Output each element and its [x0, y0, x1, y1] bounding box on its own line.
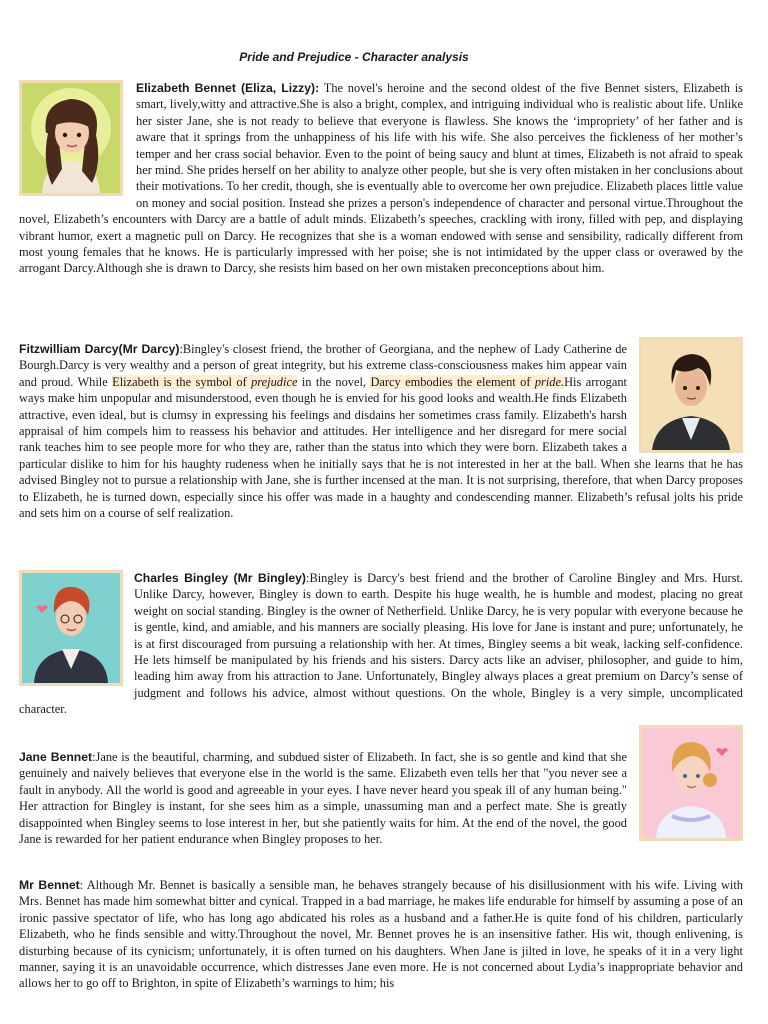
highlight-italic: pride.	[534, 374, 565, 389]
character-name-mr-bennet: Mr Bennet	[19, 878, 80, 892]
character-darcy	[19, 341, 743, 521]
page-title: Pride and Prejudice - Character analysis	[239, 50, 469, 64]
character-description-elizabeth: The novel's heroine and the second oldest of the five Bennet sisters, Elizabeth is smart, lively,witty and attractive.She is also a bright, complex, and intriguing individual who is realistic about life. Unlike her sister Jane, she is not ready to believe that everyone is flawless. She knows the ‘impropriety’ of her father and is aware that it springs from the unhappiness of his life with his wife. She also perceives the fickleness of her mother’s temper and her crass social behavior. Even to the point of being saucy and blunt at times, Elizabeth is not afraid to speak her mind. She prides herself on her ability to analyze other people, but she is very often mistaken in her conclusions about their motivations. To her credit, though, she is eventually able to overcome her own prejudice. Elizabeth places little value on money and social position. Instead she prizes a person's independence of character and personal virtue.Throughout the novel, Elizabeth’s encounters with Darcy are a battle of adult minds. Elizabeth’s speeches, crackling with irony, filled with pep, and displaying vibrant humor, exert a magnetic pull on Darcy. He recognizes that she is a woman endowed with sense and sensibility, radically different from most young females that he knows. He is particularly impressed with her poise; she is not intimidated by the upper class or overawed by the arrogant Darcy.Although she is drawn to Darcy, she resists him based on her own mistaken preconceptions about him.	[19, 81, 744, 276]
jane-portrait	[639, 725, 743, 841]
bingley-portrait	[19, 570, 123, 686]
highlight-text: Elizabeth is the symbol of	[112, 374, 252, 389]
highlight-italic: prejudice	[251, 374, 298, 389]
description-text: His arrogant ways make him unpopular and misunderstood, even though he is envied for his good looks and wealth.He finds Elizabeth attractive, even ideal, but is clumsy in expressing his feelings and disdains her sometimes crass family. Elizabeth's harsh appraisal of him compels him to reassess his behavior and attitudes. Her intelligence and her disregard for mere social rank teaches him to see people more for who they are, rather than the status into which they were born. Elizabeth takes a particular dislike to him for his haughty rudeness when he initially says that he is not interested in her at the ball. When she learns that he has advised Bingley not to pursue a relationship with Jane, she is further incensed at the man. It is not surprising, therefore, that when Darcy proposes to Elizabeth, he is turned down, especially since his offer was made in a haughty and condescending manner. Elizabeth’s refusal jolts his pride and sets him on a course of self realization.	[19, 374, 743, 521]
character-bingley	[19, 570, 743, 718]
highlight-elizabeth-prejudice	[112, 375, 297, 389]
description-text: in the novel,	[297, 374, 371, 389]
character-name-bingley: Charles Bingley (Mr Bingley)	[134, 571, 306, 585]
elizabeth-portrait	[19, 80, 123, 196]
character-name-elizabeth: Elizabeth Bennet (Eliza, Lizzy):	[136, 81, 320, 95]
character-name-jane: Jane Bennet	[19, 750, 93, 764]
character-elizabeth	[19, 80, 743, 277]
character-name-darcy: Fitzwilliam Darcy(Mr Darcy)	[19, 342, 180, 356]
highlight-text: Darcy embodies the element of	[370, 374, 535, 389]
character-jane	[19, 749, 743, 847]
character-description-darcy: :Bingley's closest friend, the brother of Georgiana, and the nephew of Lady Catherine de Bourgh.Darcy is very wealthy and a person of great integrity, but his extreme class-consciousness makes him appear vain and proud. While	[19, 342, 627, 389]
character-description-jane: :Jane is the beautiful, charming, and subdued sister of Elizabeth. In fact, she is so gentle and kind that she genuinely and naively believes that everyone else in the world is the same. Elizabeth even tells her that "you never see a fault in anybody. All the world is good and agreeable in your eyes. I have never heard you speak ill of any human being." Her attraction for Bingley is instant, for she sees him as a simple, unassuming man and a perfect mate. She is greatly disappointed when Bingley seems to lose interest in her, but she patiently waits for him. At the end of the novel, the good Jane is rewarded for her patient endurance when Bingley proposes to her.	[19, 750, 627, 847]
character-description-mr-bennet: : Although Mr. Bennet is basically a sensible man, he behaves strangely because of his disillusionment with his wife. Living with Mrs. Bennet has made him somewhat bitter and cynical. Trapped in a bad marriage, he makes life endurable for himself by assuming a pose of an ironic passive spectator of life, who has long ago abdicated his roles as a husband and a father.He is quite fond of his children, particularly Elizabeth, who he finds sensible and witty.Throughout the novel, Mr. Bennet proves he is an insensitive father. His wit, though enlivening, is disturbing because of its cynicism; unfortunately, it is often turned on his daughters. When Jane is jilted in love, he speaks of it in a very light manner, saying it is an unavoidable occurrence, which distresses Jane even more. He is not concerned about Lydia’s inappropriate behavior and allows her to go off to Brighton, in spite of Elizabeth’s warnings to him; his	[19, 878, 743, 991]
darcy-portrait	[639, 337, 743, 453]
character-mr-bennet	[19, 877, 743, 992]
highlight-darcy-pride	[370, 375, 564, 389]
character-description-bingley: :Bingley is Darcy's best friend and the brother of Caroline Bingley and Mrs. Hurst. Unlike Darcy, however, Bingley is down to earth. Despite his huge wealth, he is humble and modest, placing no great weight on social standing. Bingley is the owner of Netherfield. Unlike Darcy, he is very popular with everyone because he is gentle, kind, and amiable, and his manners are socially pleasing. His love for Jane is instant and pure; unfortunately, he is at first discouraged from pursuing a relationship with her. At times, Bingley seems a bit weak, lacking self-confidence. He lets himself be manipulated by his friends and his sisters. Darcy acts like an adviser, philosopher, and guide to him, leading him away from his attraction to Jane. Unfortunately, Bingley always places a great premium on Darcy’s sense of judgment and follows his advice, almost without questions. On the whole, Bingley is a very simple, uncomplicated character.	[19, 571, 743, 717]
